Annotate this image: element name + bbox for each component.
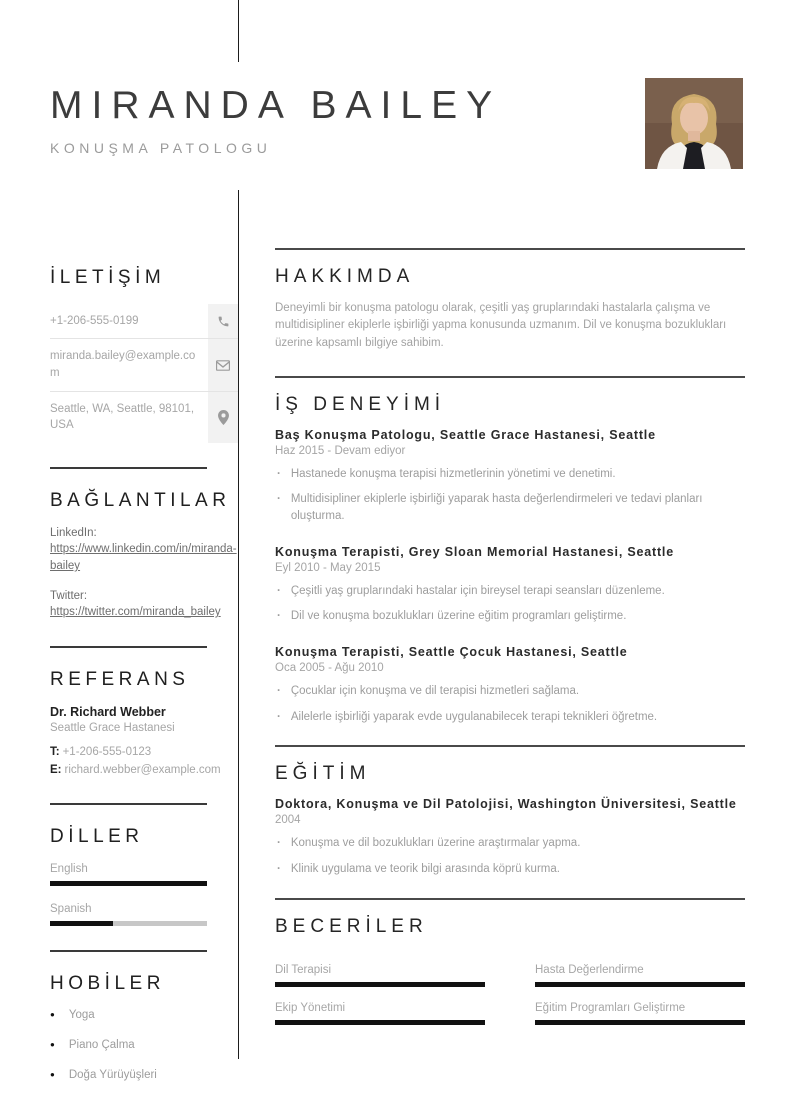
contact-email-value: miranda.bailey@example.com (50, 350, 196, 380)
hobby-item (50, 1039, 238, 1051)
header (50, 84, 610, 156)
linkedin-link[interactable]: https://www.linkedin.com/in/miranda-bailey (50, 542, 237, 573)
language-name: Spanish (50, 902, 92, 915)
section-rule (275, 376, 745, 378)
skills-grid (275, 964, 745, 1025)
job-title: Konuşma Terapisti, Seattle Çocuk Hastanesi, Seattle (275, 645, 628, 660)
mail-icon (208, 339, 238, 390)
skill-name: Hasta Değerlendirme (535, 963, 644, 976)
job-entry (275, 545, 745, 625)
person-name: MIRANDA BAILEY (50, 84, 502, 127)
linkedin-label: LinkedIn: (50, 526, 97, 539)
skill-level-bar (275, 982, 485, 987)
language-name: English (50, 862, 88, 875)
top-divider-line (238, 0, 239, 62)
job-bullet (275, 466, 745, 483)
reference-email-value: richard.webber@example.com (64, 763, 221, 776)
job-bullet (275, 491, 745, 524)
about-text: Deneyimli bir konuşma patologu olarak, çeşitli yaş gruplarındaki hastalarla çalışma ve multidisipliner ekiplerle işbirliği yapma konusunda uzmanım. Dil ve konuşma bozuklukları üzerine kapsamlı bilgiye sahibim. (275, 302, 727, 349)
skill-name: Ekip Yönetimi (275, 1001, 346, 1014)
section-rule (275, 745, 745, 747)
job-bullet (275, 608, 745, 625)
reference-phone (50, 744, 238, 761)
section-rule (275, 898, 745, 900)
skill-name: Dil Terapisi (275, 963, 332, 976)
job-bullet (275, 583, 745, 600)
job-entry (275, 428, 745, 525)
education-bullet (275, 835, 745, 852)
skill-name: Eğitim Programları Geliştirme (535, 1001, 686, 1014)
job-dates: Eyl 2010 - May 2015 (275, 561, 381, 574)
contact-row-email (50, 339, 238, 391)
links-heading: BAĞLANTILAR (50, 490, 231, 512)
contact-location-value: Seattle, WA, Seattle, 98101, USA (50, 402, 195, 432)
reference-phone-label: T: (50, 746, 60, 759)
person-job-title: KONUŞMA PATOLOGU (50, 140, 272, 156)
bullet-text: · Çeşitli yaş gruplarındaki hastalar için bireysel terapi seansları düzenleme. (290, 584, 665, 597)
link-item-twitter (50, 590, 238, 621)
bullet-text: · Hastanede konuşma terapisi hizmetlerinin yönetimi ve denetimi. (290, 467, 616, 480)
job-bullet (275, 683, 745, 700)
skills-heading: BECERİLER (275, 915, 428, 937)
about-heading: HAKKIMDA (275, 266, 415, 287)
education-heading: EĞİTİM (275, 763, 371, 785)
skill-item (535, 1002, 745, 1025)
reference-phone-value: +1-206-555-0123 (62, 746, 152, 759)
contact-list (50, 304, 238, 443)
phone-icon (208, 304, 238, 339)
section-rule (50, 803, 207, 805)
hobbies-heading: HOBİLER (50, 972, 165, 994)
twitter-label: Twitter: (50, 590, 88, 603)
bullet-text: · Dil ve konuşma bozuklukları üzerine eğitim programları geliştirme. (290, 610, 627, 623)
reference-organization: Seattle Grace Hastanesi (50, 722, 175, 735)
column-divider-line (238, 190, 239, 1059)
hobby-label: ● Yoga (68, 1009, 95, 1022)
job-title: Baş Konuşma Patologu, Seattle Grace Hastanesi, Seattle (275, 427, 656, 442)
reference-email (50, 762, 238, 779)
job-bullets (275, 683, 745, 725)
reference-contacts (50, 744, 238, 779)
hobby-label: ● Piano Çalma (68, 1039, 135, 1052)
job-dates: Oca 2005 - Ağu 2010 (275, 662, 384, 675)
main-column (275, 248, 745, 1025)
skill-level-bar (535, 1020, 745, 1025)
sidebar (50, 266, 238, 1099)
section-rule (275, 248, 745, 250)
bullet-text: · Çocuklar için konuşma ve dil terapisi hizmetleri sağlama. (290, 685, 580, 698)
skill-level-bar (535, 982, 745, 987)
contact-heading: İLETİŞİM (50, 267, 166, 288)
contact-row-phone (50, 304, 238, 340)
twitter-link[interactable]: https://twitter.com/miranda_bailey (50, 606, 221, 619)
job-entry (275, 645, 745, 725)
language-level-bar (50, 921, 207, 926)
education-entry (275, 797, 745, 877)
job-bullet (275, 709, 745, 726)
job-bullets (275, 466, 745, 525)
bullet-text: · Multidisipliner ekiplerle işbirliği yaparak hasta değerlendirmeleri ve tedavi planları oluşturma. (290, 493, 703, 523)
skill-item (275, 1002, 485, 1025)
reference-name: Dr. Richard Webber (50, 705, 166, 720)
link-item-linkedin (50, 527, 238, 576)
section-rule (50, 646, 207, 648)
experience-heading: İŞ DENEYİMİ (275, 393, 446, 415)
skill-level-bar (275, 1020, 485, 1025)
contact-row-location (50, 392, 238, 443)
hobby-item (50, 1069, 238, 1081)
bullet-text: · Konuşma ve dil bozuklukları üzerine araştırmalar yapma. (290, 837, 581, 850)
education-bullets (275, 835, 745, 877)
bullet-text: · Klinik uygulama ve teorik bilgi arasında köprü kurma. (290, 863, 560, 876)
language-level-bar (50, 881, 207, 886)
skill-item (275, 964, 485, 987)
education-dates: 2004 (275, 814, 301, 827)
skill-item (535, 964, 745, 987)
hobby-label: ● Doğa Yürüyüşleri (68, 1069, 157, 1082)
language-item-english (50, 863, 238, 886)
contact-phone-value: +1-206-555-0199 (50, 314, 139, 327)
job-bullets (275, 583, 745, 625)
hobby-item (50, 1009, 238, 1021)
location-icon (208, 392, 238, 443)
language-item-spanish (50, 903, 238, 926)
education-title: Doktora, Konuşma ve Dil Patolojisi, Washington Üniversitesi, Seattle (275, 797, 737, 812)
languages-heading: DİLLER (50, 825, 144, 847)
profile-photo (645, 78, 743, 169)
section-rule (50, 950, 207, 952)
section-rule (50, 467, 207, 469)
reference-heading: REFERANS (50, 668, 190, 690)
education-bullet (275, 861, 745, 878)
job-title: Konuşma Terapisti, Grey Sloan Memorial Hastanesi, Seattle (275, 544, 674, 559)
reference-email-label: E: (50, 763, 62, 776)
bullet-text: · Ailelerle işbirliği yaparak evde uygulanabilecek terapi teknikleri öğretme. (290, 710, 658, 723)
job-dates: Haz 2015 - Devam ediyor (275, 444, 406, 457)
